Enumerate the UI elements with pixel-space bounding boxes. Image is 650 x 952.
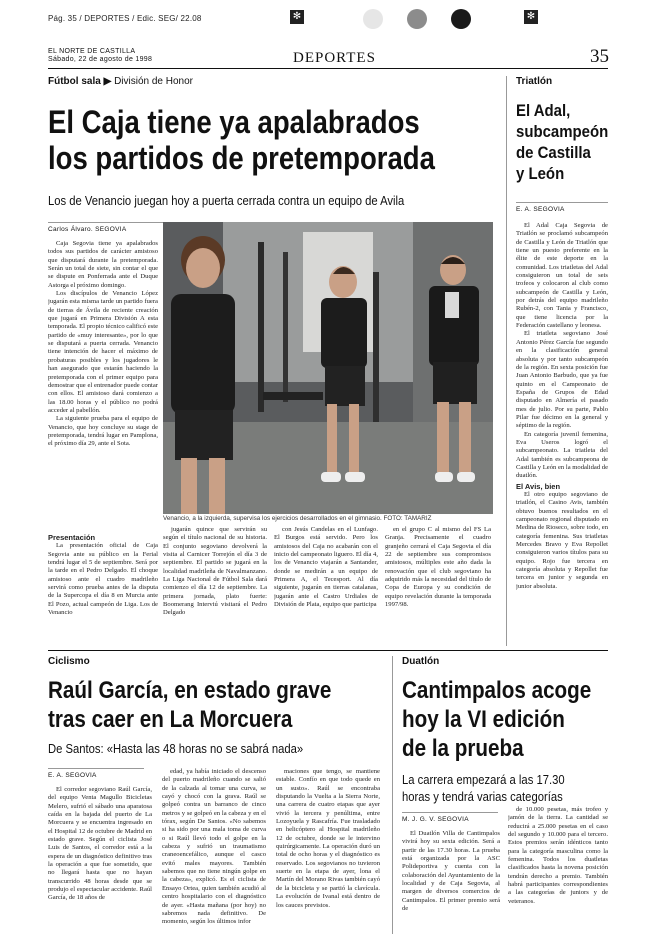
paragraph: jugarán quince que servirán su según el título nacional de su historia. El conjunto segoviano devolverá la visita al Carnicer Torrejón el día 3 de septiembre. El partido se jugará en la localidad madrileña de Navalmanzano. La Liga Nacional de Fútbol Sala dará comienzo el día 12 de septiembre. La primera jornada, plato fuerte: Boomerang Interviú visitará el Pedro Delgado bbox=[163, 526, 267, 617]
paragraph: edad, ya había iniciado el descenso del puerto madrileño cuando se salió de la calzada al tomar una curva, se cayó y chocó con la grava. Raúl se golpeó contra un barranco de cinco metros y se golpeó en la cabeza y en el tórax, según De Santos. «No sabemos si ha sido por una mala toma de curva o si Raúl llevó todo el golpe en la cabeza y sufrió un traumatismo craneoencefálico, aunque el casco evitó males mayores. También sabemos que no tiene ningún golpe en la cabeza», explicó. Es el ciclista de Ensayo Ortea, quien también acudió al centro hospitalario con el diagnóstico de ayer. «Hasta mañana (por hoy) no sabremos nada definitivo. De momento, según los últimos infor bbox=[162, 768, 266, 926]
kicker-sub: División de Honor bbox=[114, 76, 193, 87]
paper-name: EL NORTE DE CASTILLA bbox=[48, 48, 136, 55]
ciclismo-headline bbox=[48, 676, 331, 734]
paragraph: El Duatlón Villa de Cantimpalos vivirá hoy su sexta edición. Será a partir de las 17.30 horas. La prueba está organizada por la ASC Polideportiva y cuenta con la colaboración del Ayuntamiento de la localidad y de Caja Segovia, al margen de diversos comercios de Cantimpalos. El primer premio será de bbox=[402, 830, 500, 913]
paragraph: Los discípulos de Venancio López jugarán esta misma tarde un partido fuera de tierras de Ávila de reciente creación que jugará en Primera División A esta temporada. El propio técnico calificó este partido de «muy interesante», por lo que se disputará a puerta cerrada. Venancio tiene intención de hacer el máximo de probaturas posibles y los jugadores le han asegurado que estarán haciendo la pretemporada con el primer equipo para demostrar que el entrenador puede contar con ellos. El amistoso dará comienzo a las 18.00 horas y el público no podrá acceder al pabellón. bbox=[48, 290, 158, 414]
triatlon-kicker: Triatlón bbox=[516, 76, 553, 87]
headline-line: de Castilla bbox=[516, 143, 591, 162]
page-number: 35 bbox=[590, 46, 609, 67]
paragraph: El triatleta segoviano José Antonio Pérez García fue segundo en la clasificación general absoluta y por tanto subcampeón de la región. En sexta posición fue Juan Antonio Barbudo, que ya fue quinto en el Campeonato de España de Grupos de Edad disputado en Almería el pasado mes de julio. Por su parte, Pablo Pilar fue décimo en la general y séptimo de la región. bbox=[516, 330, 608, 430]
paper-date: Sábado, 22 de agosto de 1998 bbox=[48, 56, 153, 63]
main-column-1 bbox=[48, 240, 158, 522]
paragraph: de 10.000 pesetas, más trofeo y jamón de la tierra. La cantidad se reducirá a 25.000 pesetas en el caso del segundo y 10.000 para el tercero. Estos premios serán idénticos tanto para la categoría masculina como la femenina. Todos los duatletas clasificados hasta la novena posición tendrán derecho a premio. También habrá participantes correspondientes a las categorías de juniors y de veteranos. bbox=[508, 806, 608, 905]
headline-line: de la prueba bbox=[402, 735, 524, 762]
intertitle: El Avis, bien bbox=[516, 481, 561, 491]
header-rule bbox=[48, 68, 608, 69]
duatlon-byline: M. J. G. V. SEGOVIA bbox=[402, 816, 469, 823]
headline-line: Raúl García, en estado grave bbox=[48, 677, 332, 704]
deck-line: La carrera empezará a las 17.30 bbox=[402, 773, 565, 787]
paragraph: El otro equipo segoviano de triatlón, el Casino Avis, también obtuvo buenos resultados en el campeonato regional disputado en Medina de Rioseco, sobre todo, en categoría femenina. Sus triatletas Mercedes Bravo y Eva Repollet consiguieron varios títulos para su equipo. Rojo fue tercera en categoría absoluta y Repollet fue tercera en junior y segunda en junior absoluta. bbox=[516, 491, 608, 590]
main-headline bbox=[48, 104, 435, 176]
intertitle: Presentación bbox=[48, 533, 96, 542]
print-info-line: Pág. 35 / DEPORTES / Edic. SEG/ 22.08 bbox=[48, 14, 202, 23]
color-swatch-light bbox=[363, 9, 383, 29]
duatlon-deck bbox=[402, 772, 565, 806]
column-divider bbox=[506, 76, 507, 646]
triatlon-body bbox=[516, 222, 608, 644]
headline-line: tras caer en La Morcuera bbox=[48, 706, 293, 733]
color-swatch-dark bbox=[451, 9, 471, 29]
triatlon-headline bbox=[516, 100, 608, 184]
headline-line: Cantimpalos acoge bbox=[402, 677, 592, 704]
paper-masthead bbox=[48, 48, 152, 64]
ciclismo-byline: E. A. SEGOVIA bbox=[48, 772, 97, 779]
byline-rule bbox=[48, 222, 166, 223]
headline-line: los partidos de pretemporada bbox=[48, 140, 435, 176]
main-column-2 bbox=[163, 526, 267, 644]
main-byline: Carlos Álvaro. SEGOVIA bbox=[48, 226, 127, 233]
main-column-4 bbox=[385, 526, 491, 644]
ciclismo-column-1 bbox=[48, 786, 152, 932]
ciclismo-deck: De Santos: «Hasta las 48 horas no se sabrá nada» bbox=[48, 742, 304, 756]
headline-line: subcampeón bbox=[516, 122, 609, 141]
paragraph: Caja Segovia tiene ya apalabrados todos sus partidos de carácter amistoso que disputará durante la pretemporada. Serán un total de siete, sin contar el que se dispute en Ponferrada ante el Duque Astorga el próximo domingo. bbox=[48, 240, 158, 289]
ciclismo-kicker: Ciclismo bbox=[48, 656, 90, 667]
paragraph: El Adal Caja Segovia de Triatlón se proclamó subcampeón de Castilla y León de Triatlón que tiene un puesto preferente en la élite de este deporte en la comunidad. Los triatletas del Adal consiguieron un total de seis trofeos y colocaron al club como subcampeón de Castilla y León, por detrás del equipo madrileño Rubén-2, con Tania y Francisco, que tiene licencia por la Federación castellano y leonesa. bbox=[516, 222, 608, 330]
duatlon-column-1 bbox=[402, 830, 500, 932]
ciclismo-column-2 bbox=[162, 768, 266, 932]
byline-rule bbox=[48, 768, 144, 769]
headline-line: hoy la VI edición bbox=[402, 706, 565, 733]
deck-line: horas y tendrá varias categorías bbox=[402, 790, 563, 804]
arrow-icon: ▶ bbox=[103, 76, 112, 87]
column-divider bbox=[392, 656, 393, 934]
kicker-text: Fútbol sala bbox=[48, 76, 101, 87]
paragraph: con Jesús Candelas en el Lunfago. El Burgos está servido. Pero los amistosos del Caja no acabarán con el inicio del campeonato liguero. El día 4, los de Venancio viajarán a Santander, donde se medirán a un equipo de Primera A, el Tecesport. Al día siguiente, jugarán en tierras catalanas, jugarán ante el Castro Urdiales de División de Plata, equipo que participa bbox=[274, 526, 378, 609]
main-deck: Los de Venancio juegan hoy a puerta cerrada contra un equipo de Avila bbox=[48, 194, 405, 208]
color-swatch-mid bbox=[407, 9, 427, 29]
headline-line: El Caja tiene ya apalabrados bbox=[48, 104, 420, 140]
paragraph: En categoría juvenil femenina, Eva Useros logró el subcampeonato. La triatleta del Adal también es subcampeona de Castilla y León en la modalidad de duatlón. bbox=[516, 430, 608, 480]
duatlon-kicker: Duatlón bbox=[402, 656, 440, 667]
section-rule bbox=[48, 650, 608, 651]
gym-photo bbox=[163, 222, 493, 514]
headline-line: El Adal, bbox=[516, 101, 571, 120]
paragraph: maciones que tengo, se mantiene estable. Confío en que todo quede en un susto». Raúl se encontraba disputando la Vuelta a la Sierra Norte, una carrera de cuatro etapas que ayer vivió la tercera y penúltima, entre Lozoyuela y Rascafría. Fue trasladado en helicóptero al Hospital madrileño 12 de octubre, donde se le intervino quirúrgicamente. La operación duró un total de ocho horas y el diagnóstico es reservado. Los segovianos no tuvieron suerte en la etapa de ayer, lona el Martín del Morano Rivas también cayó de la bicicleta y se partió la clavícula. La evolución de Ivanal está dentro de los cauces previstos. bbox=[276, 768, 380, 909]
ciclismo-column-3 bbox=[276, 768, 380, 932]
triatlon-byline: E. A. SEGOVIA bbox=[516, 206, 565, 213]
registration-mark-icon: ✻ bbox=[290, 10, 304, 24]
duatlon-column-2 bbox=[508, 806, 608, 932]
byline-rule bbox=[516, 202, 608, 203]
duatlon-headline bbox=[402, 676, 591, 763]
registration-mark-icon: ✻ bbox=[524, 10, 538, 24]
main-kicker bbox=[48, 76, 193, 87]
paragraph: en el grupo C al mismo del FS La Granja. Precisamente el cuadro granjeño cerrará el Caja Segovia el día 22 de septiembre sus compromisos amistosos, múltiples este año dada la renovación que el club segoviano ha adquirido más la necesidad del título de Copa de Europa y su condición de equipo revelación durante la temporada 1997/98. bbox=[385, 526, 491, 609]
main-column-3 bbox=[274, 526, 378, 644]
paragraph: La presentación oficial de Caja Segovia ante su público en la Ferial tendrá lugar el 5 de septiembre. Será por la tarde en el Pedro Delgado. El choque amistoso ante el cuadro madrileño servirá como prueba antes de la disputa de la Supercopa el día 8 en Murcia ante El Pozo, actual campeón de Liga. Los de Venancio bbox=[48, 542, 158, 617]
main-column-1-bottom bbox=[48, 532, 158, 644]
headline-line: y León bbox=[516, 164, 565, 183]
paragraph: El corredor segoviano Raúl García, del equipo Venta Magullo Bicicletas Melero, sufrió el sábado una aparatosa caída en la bajada del puerto de La Morcuera y se encuentra ingresado en el Hospital 12 de octubre de Madrid en estado grave. Según el ciclista José Luis de Santos, el corredor está a la espera de un diagnóstico definitivo tras la operación a que fue sometido, que no llegará hasta que no hayan transcurrido 48 horas desde que se produjo el espectacular accidente. Raúl García, de 18 años de bbox=[48, 786, 152, 902]
paragraph: La siguiente prueba para el equipo de Venancio, que hoy concluye su stage de pretemporada, tendrá lugar en Pamplona, el próximo día 29, ante el Sota. bbox=[48, 415, 158, 448]
photo-illustration bbox=[163, 222, 493, 514]
section-title: DEPORTES bbox=[293, 50, 376, 66]
photo-caption: Venancio, a la izquierda, supervisa los ejercicios desarrollados en el gimnasio. FOTO: TAMARIZ bbox=[163, 515, 432, 522]
byline-rule bbox=[402, 812, 498, 813]
